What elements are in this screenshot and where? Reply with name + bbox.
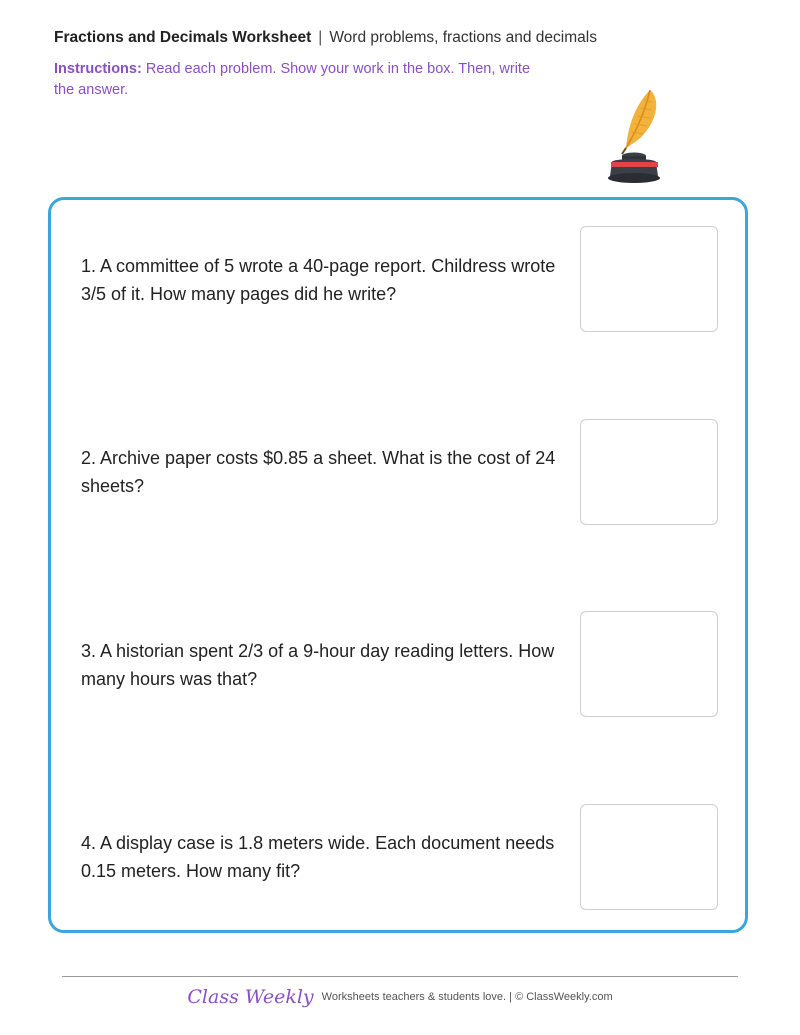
instructions bbox=[54, 59, 554, 101]
problem-2: 2. Archive paper costs $0.85 a sheet. What is the cost of 24 sheets? bbox=[81, 448, 556, 496]
problem-4: 4. A display case is 1.8 meters wide. Each document needs 0.15 meters. How many fit? bbox=[81, 833, 555, 881]
answer-box-3[interactable] bbox=[580, 611, 718, 717]
brand-logo: Class Weekly bbox=[187, 986, 314, 1008]
quill-inkwell-icon bbox=[600, 88, 670, 186]
answer-box-2[interactable] bbox=[580, 419, 718, 525]
answer-box-1[interactable] bbox=[580, 226, 718, 332]
problem-1: 1. A committee of 5 wrote a 40-page report. Childress wrote 3/5 of it. How many pages did he write? bbox=[81, 256, 556, 304]
footer bbox=[0, 986, 800, 1008]
header-separator: | bbox=[318, 29, 323, 46]
worksheet-header bbox=[54, 28, 597, 48]
footer-tagline: Worksheets teachers & students love. | © ClassWeekly.com bbox=[321, 991, 613, 1003]
answer-box-4[interactable] bbox=[580, 804, 718, 910]
worksheet-title: Fractions and Decimals Worksheet bbox=[54, 29, 312, 46]
worksheet-subtitle: Word problems, fractions and decimals bbox=[329, 29, 597, 46]
problem-3: 3. A historian spent 2/3 of a 9-hour day reading letters. How many hours was that? bbox=[81, 641, 555, 689]
instructions-text: Read each problem. Show your work in the box. Then, write the answer. bbox=[54, 61, 531, 98]
footer-divider bbox=[62, 976, 738, 977]
instructions-label: Instructions: bbox=[54, 61, 142, 77]
